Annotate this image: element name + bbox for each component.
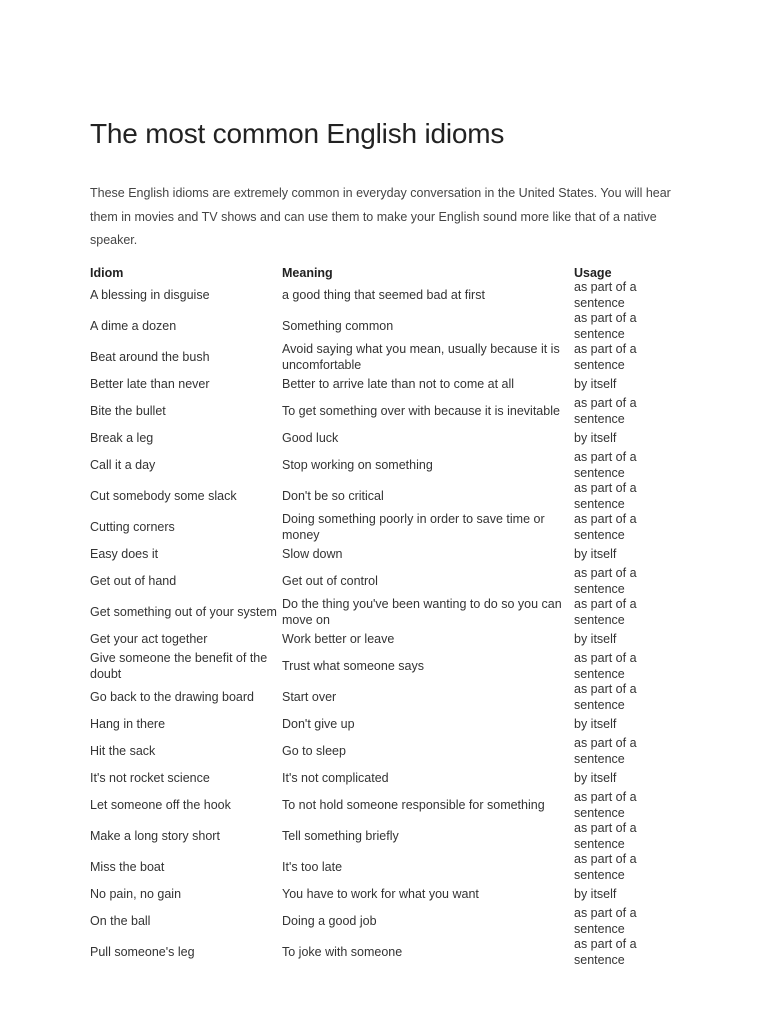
usage-cell: by itself bbox=[574, 886, 617, 901]
page-title: The most common English idioms bbox=[90, 118, 505, 149]
idiom-cell: It's not rocket science bbox=[90, 770, 210, 785]
idiom-cell: Miss the boat bbox=[90, 859, 165, 874]
table-row bbox=[90, 566, 650, 597]
usage-cell: as part of a sentence bbox=[574, 597, 637, 627]
usage-cell: as part of a sentence bbox=[574, 937, 637, 967]
table-row bbox=[90, 937, 650, 968]
meaning-cell: a good thing that seemed bad at first bbox=[282, 287, 485, 302]
idiom-cell: Beat around the bush bbox=[90, 349, 210, 364]
meaning-cell: Get out of control bbox=[282, 573, 378, 588]
table-row bbox=[90, 682, 650, 713]
usage-cell: as part of a sentence bbox=[574, 852, 637, 882]
usage-cell: by itself bbox=[574, 546, 617, 561]
table-row bbox=[90, 373, 650, 396]
table-row bbox=[90, 790, 650, 821]
idiom-cell: A blessing in disguise bbox=[90, 287, 210, 302]
table-row bbox=[90, 597, 650, 628]
meaning-cell: It's too late bbox=[282, 859, 343, 874]
table-row bbox=[90, 427, 650, 450]
header-usage: Usage bbox=[574, 266, 612, 280]
meaning-cell: Stop working on something bbox=[282, 457, 433, 472]
meaning-cell: Doing a good job bbox=[282, 913, 377, 928]
table-row bbox=[90, 342, 650, 373]
meaning-cell: It's not complicated bbox=[282, 770, 389, 785]
idiom-cell: Hit the sack bbox=[90, 743, 156, 758]
idiom-cell: Make a long story short bbox=[90, 828, 220, 843]
usage-cell: as part of a sentence bbox=[574, 736, 637, 766]
meaning-cell: Better to arrive late than not to come at all bbox=[282, 376, 515, 391]
meaning-cell: Good luck bbox=[282, 430, 339, 445]
idiom-cell: No pain, no gain bbox=[90, 886, 182, 901]
table-row bbox=[90, 906, 650, 937]
usage-cell: by itself bbox=[574, 631, 617, 646]
idiom-cell: Easy does it bbox=[90, 546, 159, 561]
table-row bbox=[90, 450, 650, 481]
usage-cell: as part of a sentence bbox=[574, 481, 637, 511]
table-row bbox=[90, 280, 650, 311]
meaning-cell: Avoid saying what you mean, usually because it is uncomfortable bbox=[282, 342, 560, 372]
table-header-row bbox=[90, 262, 650, 280]
meaning-cell: Trust what someone says bbox=[282, 658, 424, 673]
meaning-cell: Slow down bbox=[282, 546, 343, 561]
usage-cell: as part of a sentence bbox=[574, 280, 637, 310]
table-row bbox=[90, 481, 650, 512]
usage-cell: as part of a sentence bbox=[574, 682, 637, 712]
table-row bbox=[90, 628, 650, 651]
idiom-cell: Give someone the benefit of the doubt bbox=[90, 651, 268, 681]
meaning-cell: To joke with someone bbox=[282, 944, 403, 959]
usage-cell: as part of a sentence bbox=[574, 821, 637, 851]
table-row bbox=[90, 821, 650, 852]
table-row bbox=[90, 852, 650, 883]
usage-cell: as part of a sentence bbox=[574, 342, 637, 372]
table-row bbox=[90, 651, 650, 682]
idiom-cell: Break a leg bbox=[90, 430, 154, 445]
table-row bbox=[90, 396, 650, 427]
meaning-cell: Tell something briefly bbox=[282, 828, 399, 843]
header-idiom: Idiom bbox=[90, 266, 124, 280]
idiom-cell: Hang in there bbox=[90, 716, 166, 731]
table-row bbox=[90, 883, 650, 906]
table-row bbox=[90, 543, 650, 566]
idiom-cell: Call it a day bbox=[90, 457, 156, 472]
table-row bbox=[90, 767, 650, 790]
usage-cell: by itself bbox=[574, 770, 617, 785]
idiom-cell: Better late than never bbox=[90, 376, 210, 391]
meaning-cell: Something common bbox=[282, 318, 394, 333]
idiom-cell: A dime a dozen bbox=[90, 318, 177, 333]
usage-cell: by itself bbox=[574, 430, 617, 445]
usage-cell: by itself bbox=[574, 716, 617, 731]
idioms-table bbox=[90, 262, 650, 968]
idiom-cell: Get your act together bbox=[90, 631, 208, 646]
meaning-cell: Work better or leave bbox=[282, 631, 395, 646]
meaning-cell: Do the thing you've been wanting to do so you can move on bbox=[282, 597, 562, 627]
usage-cell: by itself bbox=[574, 376, 617, 391]
usage-cell: as part of a sentence bbox=[574, 566, 637, 596]
usage-cell: as part of a sentence bbox=[574, 450, 637, 480]
meaning-cell: Don't give up bbox=[282, 716, 355, 731]
meaning-cell: To get something over with because it is inevitable bbox=[282, 403, 560, 418]
idiom-cell: On the ball bbox=[90, 913, 151, 928]
usage-cell: as part of a sentence bbox=[574, 512, 637, 542]
usage-cell: as part of a sentence bbox=[574, 906, 637, 936]
meaning-cell: Doing something poorly in order to save time or money bbox=[282, 512, 545, 542]
usage-cell: as part of a sentence bbox=[574, 790, 637, 820]
idiom-cell: Go back to the drawing board bbox=[90, 689, 254, 704]
idiom-cell: Cutting corners bbox=[90, 519, 175, 534]
table-row bbox=[90, 713, 650, 736]
idiom-cell: Cut somebody some slack bbox=[90, 488, 237, 503]
idiom-cell: Get out of hand bbox=[90, 573, 177, 588]
meaning-cell: Go to sleep bbox=[282, 743, 346, 758]
idiom-cell: Get something out of your system bbox=[90, 604, 277, 619]
idiom-cell: Bite the bullet bbox=[90, 403, 166, 418]
meaning-cell: You have to work for what you want bbox=[282, 886, 479, 901]
meaning-cell: Start over bbox=[282, 689, 337, 704]
idiom-cell: Let someone off the hook bbox=[90, 797, 231, 812]
table-row bbox=[90, 512, 650, 543]
table-row bbox=[90, 736, 650, 767]
idiom-cell: Pull someone's leg bbox=[90, 944, 195, 959]
intro-paragraph: These English idioms are extremely common in everyday conversation in the United States. You will hear them in movies and TV shows and can use them to make your English sound more like that of a native speaker. bbox=[90, 186, 671, 247]
meaning-cell: To not hold someone responsible for something bbox=[282, 797, 545, 812]
header-meaning: Meaning bbox=[282, 266, 333, 280]
usage-cell: as part of a sentence bbox=[574, 396, 637, 426]
usage-cell: as part of a sentence bbox=[574, 311, 637, 341]
usage-cell: as part of a sentence bbox=[574, 651, 637, 681]
table-row bbox=[90, 311, 650, 342]
meaning-cell: Don't be so critical bbox=[282, 488, 384, 503]
